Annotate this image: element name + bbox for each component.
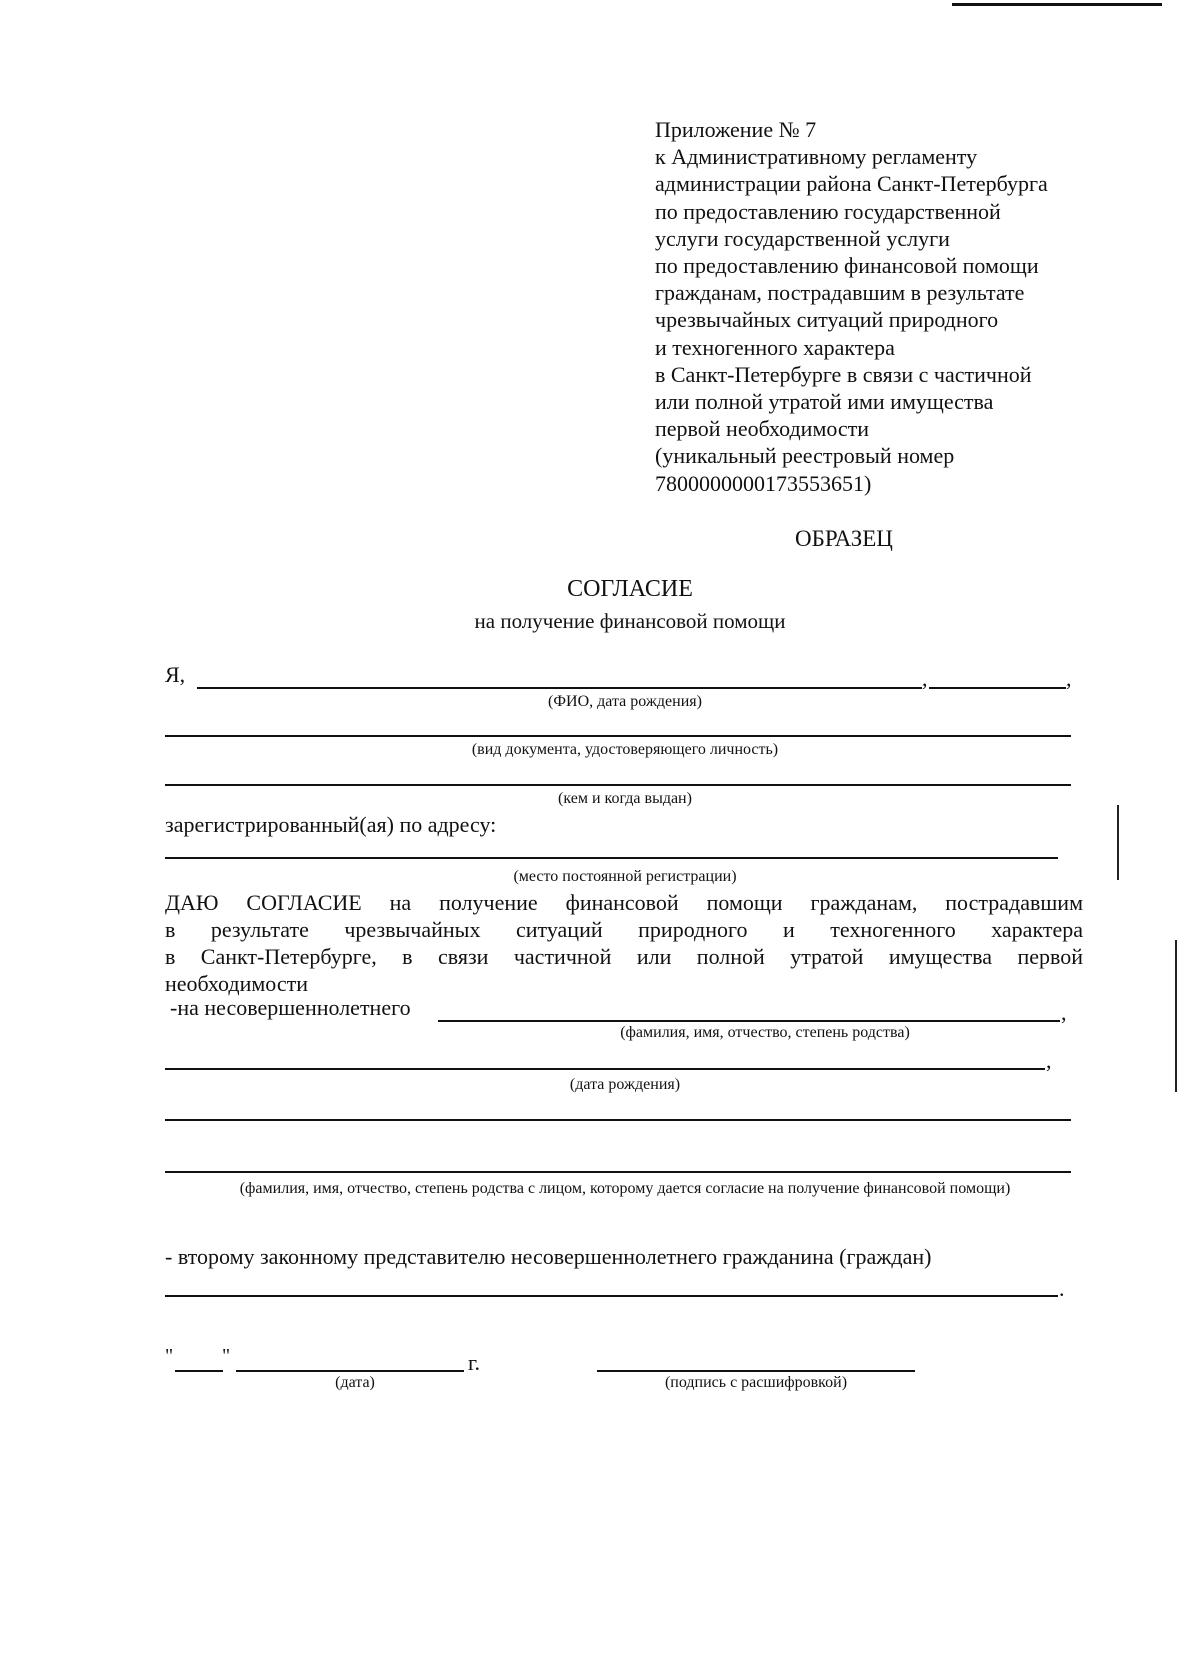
date-caption: (дата) <box>335 1374 375 1391</box>
scan-top-bar <box>952 3 1162 6</box>
appendix-line: по предоставлению финансовой помощи <box>655 253 1039 279</box>
comma: , <box>1046 1048 1052 1073</box>
birthdate-caption: (дата рождения) <box>569 1076 681 1093</box>
appendix-line: и техногенного характера <box>655 334 895 360</box>
consent-line: ДАЮ СОГЛАСИЕ на получение финансовой помощи гражданам, пострадавшим <box>165 890 1083 915</box>
comma: , <box>922 666 928 691</box>
scan-edge-mark <box>1175 940 1177 1092</box>
quote-close: " <box>222 1345 231 1367</box>
minor-label: -на несовершеннолетнего <box>170 995 411 1020</box>
signature-caption: (подпись с расшифровкой) <box>664 1374 848 1391</box>
consent-line: необходимости <box>165 971 309 996</box>
scan-edge-mark <box>1117 805 1119 880</box>
period: . <box>1059 1276 1065 1301</box>
relation-field-line[interactable] <box>165 1171 1071 1173</box>
appendix-line: чрезвычайных ситуаций природного <box>655 307 999 333</box>
appendix-line: 7800000000173553651) <box>655 470 872 496</box>
appendix-line: по предоставлению государственной <box>655 198 1001 224</box>
document-title: СОГЛАСИЕ <box>567 576 693 602</box>
appendix-line: первой необходимости <box>655 416 870 442</box>
appendix-line: услуги государственной услуги <box>655 225 950 251</box>
month-field-line[interactable] <box>236 1370 464 1372</box>
signature-field-line[interactable] <box>597 1370 915 1372</box>
issued-field-line[interactable] <box>165 784 1071 786</box>
consent-line: в Санкт-Петербурге, в связи частичной или полной утратой имущества первой <box>165 944 1083 969</box>
document-subtitle: на получение финансовой помощи <box>474 609 786 633</box>
registration-field-line[interactable] <box>165 857 1058 859</box>
minor-second-field-line[interactable] <box>165 1068 1045 1070</box>
second-rep-field-line[interactable] <box>165 1295 1058 1297</box>
appendix-line: администрации района Санкт-Петербурга <box>655 171 1048 197</box>
consent-paragraph <box>165 889 1083 997</box>
appendix-line: в Санкт-Петербурге в связи с частичной <box>655 361 1032 387</box>
quote-open: " <box>165 1345 174 1367</box>
second-rep-label: - второму законному представителю несовершеннолетнего гражданина (граждан) <box>165 1244 932 1269</box>
fio-caption: (ФИО, дата рождения) <box>548 693 702 710</box>
minor-field-line[interactable] <box>438 1020 1060 1022</box>
birthdate-field-line[interactable] <box>929 687 1066 689</box>
relation-caption: (фамилия, имя, отчество, степень родства с лицом, которому дается согласие на получение финансовой помощи) <box>239 1180 1011 1197</box>
issued-caption: (кем и когда выдан) <box>558 790 692 807</box>
minor-caption: (фамилия, имя, отчество, степень родства) <box>620 1024 910 1041</box>
sample-label: ОБРАЗЕЦ <box>795 526 893 551</box>
document-field-line[interactable] <box>165 735 1071 737</box>
consent-line: в результате чрезвычайных ситуаций природного и техногенного характера <box>165 917 1083 942</box>
extra-field-line[interactable] <box>165 1119 1071 1121</box>
appendix-header <box>655 116 1125 497</box>
appendix-line: (уникальный реестровый номер <box>655 443 955 469</box>
comma: , <box>1066 666 1072 691</box>
appendix-line: Приложение № 7 <box>655 117 817 142</box>
appendix-line: гражданам, пострадавшим в результате <box>655 280 1025 306</box>
fio-field-line[interactable] <box>197 687 922 689</box>
day-field-line[interactable] <box>175 1370 223 1372</box>
appendix-line: или полной утратой ими имущества <box>655 389 994 415</box>
registered-label: зарегистрированный(ая) по адресу: <box>165 812 497 837</box>
comma: , <box>1061 1000 1067 1025</box>
registration-caption: (место постоянной регистрации) <box>513 868 737 885</box>
i-prefix: Я, <box>165 662 186 687</box>
year-suffix: г. <box>468 1350 481 1375</box>
document-caption: (вид документа, удостоверяющего личность) <box>471 741 779 758</box>
appendix-line: к Административному регламенту <box>655 144 978 170</box>
